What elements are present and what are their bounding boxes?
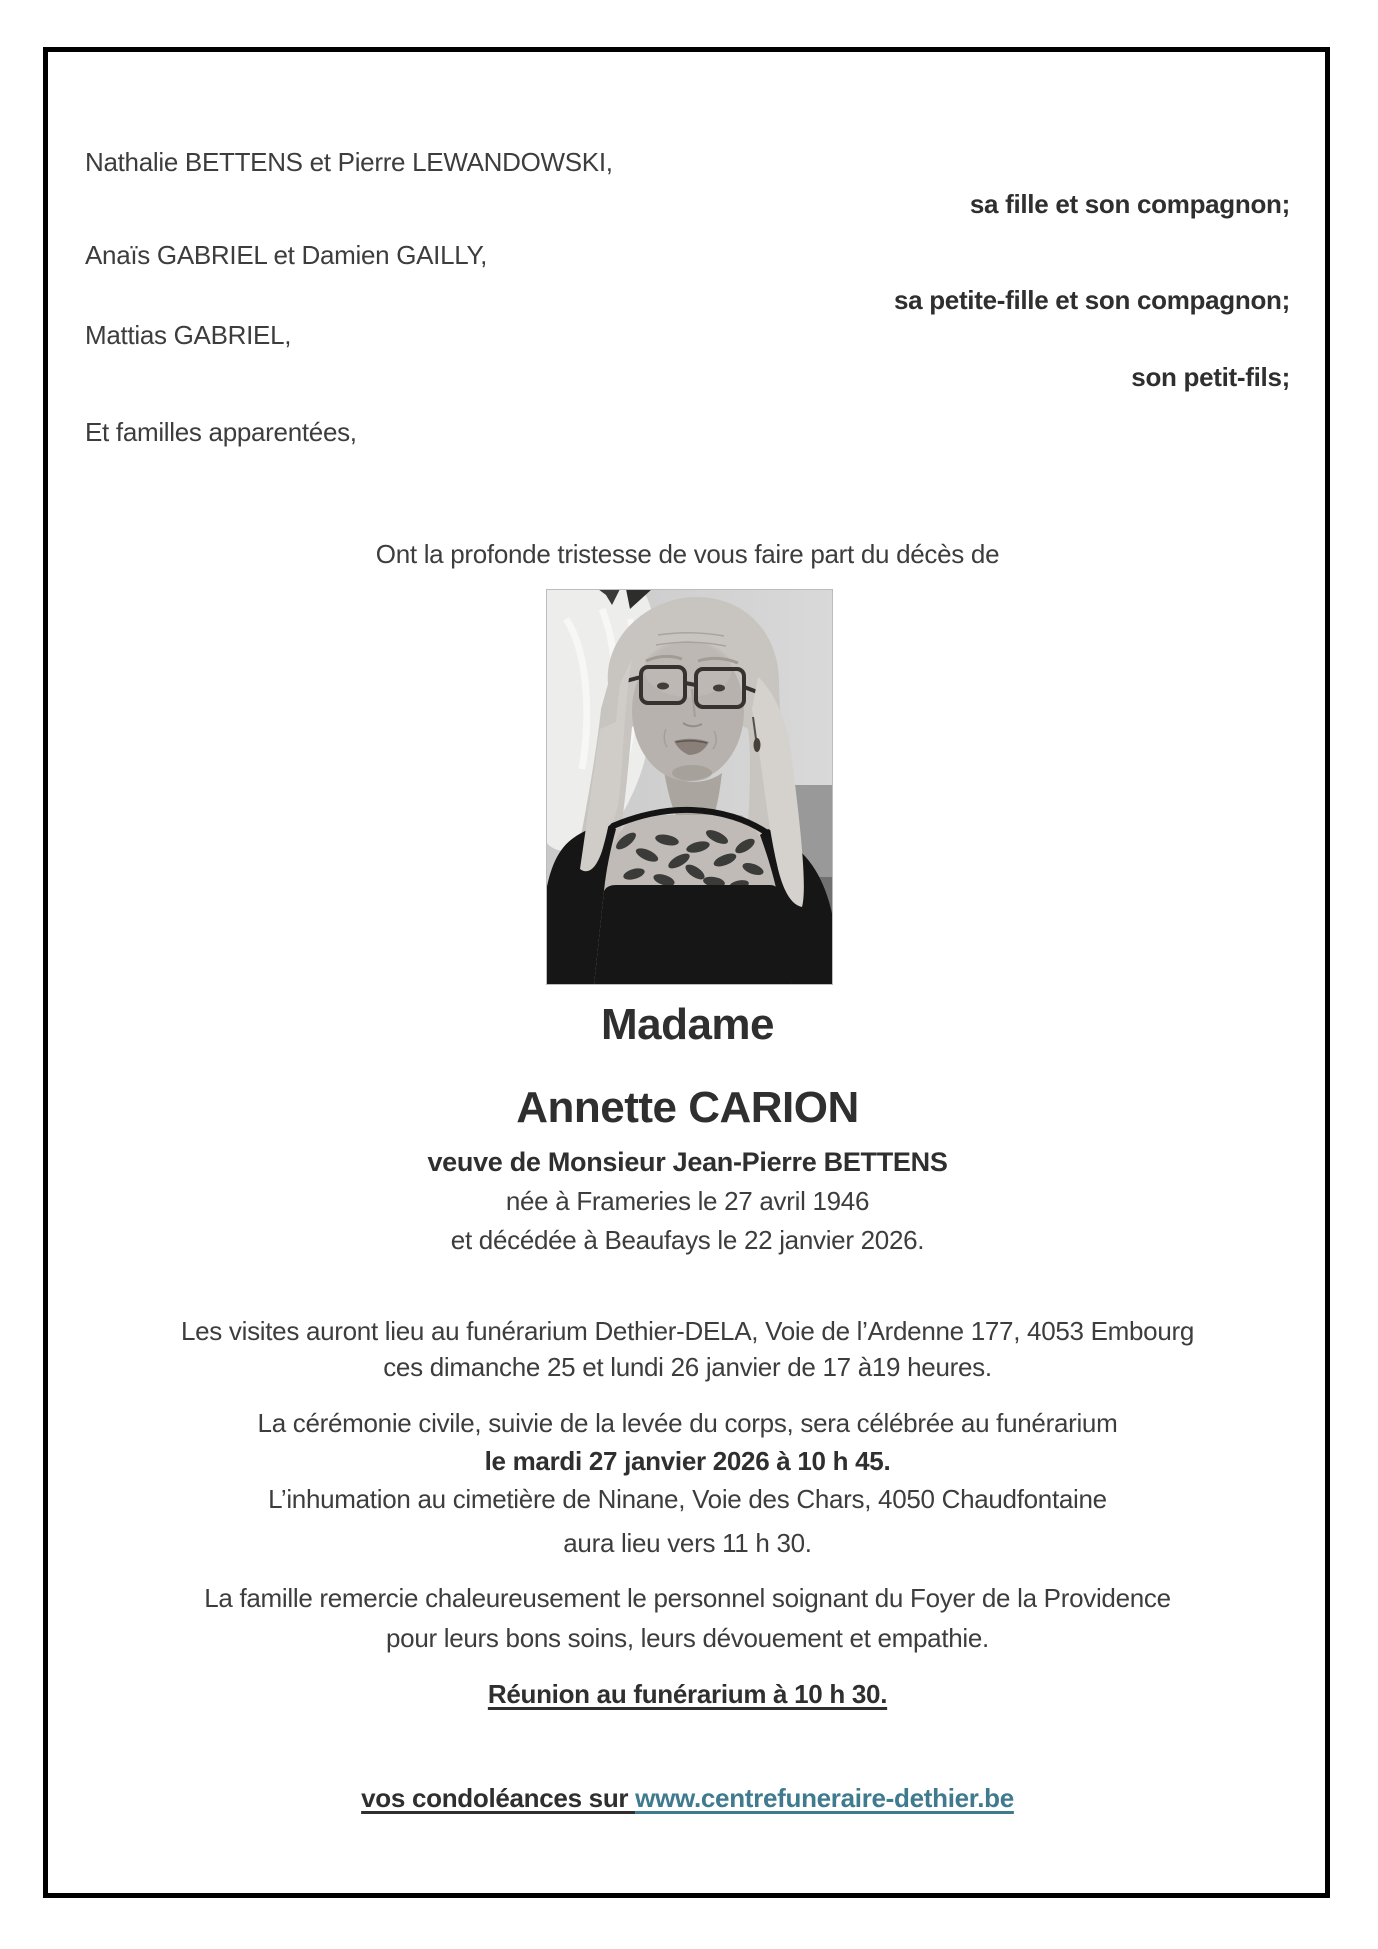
thanks-line-2: pour leurs bons soins, leurs dévouement et empathie.: [386, 1623, 989, 1653]
condolences-website-link[interactable]: www.centrefuneraire-dethier.be: [635, 1783, 1014, 1813]
family-names-1: Nathalie BETTENS et Pierre LEWANDOWSKI,: [85, 147, 613, 177]
ceremony-line-2: le mardi 27 janvier 2026 à 10 h 45.: [484, 1446, 891, 1476]
families-closing-line: Et familles apparentées,: [85, 417, 357, 447]
meeting-line: Réunion au funérarium à 10 h 30.: [487, 1679, 888, 1709]
portrait-photo: [546, 589, 833, 985]
condolences-prefix: vos condoléances sur: [361, 1783, 636, 1813]
ceremony-line-1: La cérémonie civile, suivie de la levée du corps, sera célébrée au funérarium: [257, 1408, 1118, 1438]
condolences-line: [85, 1781, 1290, 1815]
visits-line-2: ces dimanche 25 et lundi 26 janvier de 17 à19 heures.: [383, 1352, 992, 1382]
deceased-widow-line: veuve de Monsieur Jean-Pierre BETTENS: [427, 1147, 948, 1177]
family-relation-2: sa petite-fille et son compagnon;: [893, 285, 1290, 315]
family-relation-3: son petit-fils;: [1131, 362, 1290, 392]
family-relation-1: sa fille et son compagnon;: [969, 189, 1290, 219]
family-names-3: Mattias GABRIEL,: [85, 320, 292, 350]
deceased-birth-line: née à Frameries le 27 avril 1946: [505, 1186, 870, 1216]
thanks-line-1: La famille remercie chaleureusement le personnel soignant du Foyer de la Providence: [204, 1583, 1171, 1613]
deceased-death-line: et décédée à Beaufays le 22 janvier 2026.: [450, 1225, 925, 1255]
announcement-line: Ont la profonde tristesse de vous faire part du décès de: [375, 539, 1000, 569]
deceased-name: Annette CARION: [516, 1083, 859, 1132]
deceased-title: Madame: [600, 1000, 775, 1049]
burial-line-2: aura lieu vers 11 h 30.: [563, 1528, 812, 1558]
burial-line-1: L’inhumation au cimetière de Ninane, Voie des Chars, 4050 Chaudfontaine: [268, 1484, 1107, 1514]
family-names-2: Anaïs GABRIEL et Damien GAILLY,: [85, 240, 488, 270]
visits-line-1: Les visites auront lieu au funérarium Dethier-DELA, Voie de l’Ardenne 177, 4053 Embourg: [180, 1316, 1195, 1346]
